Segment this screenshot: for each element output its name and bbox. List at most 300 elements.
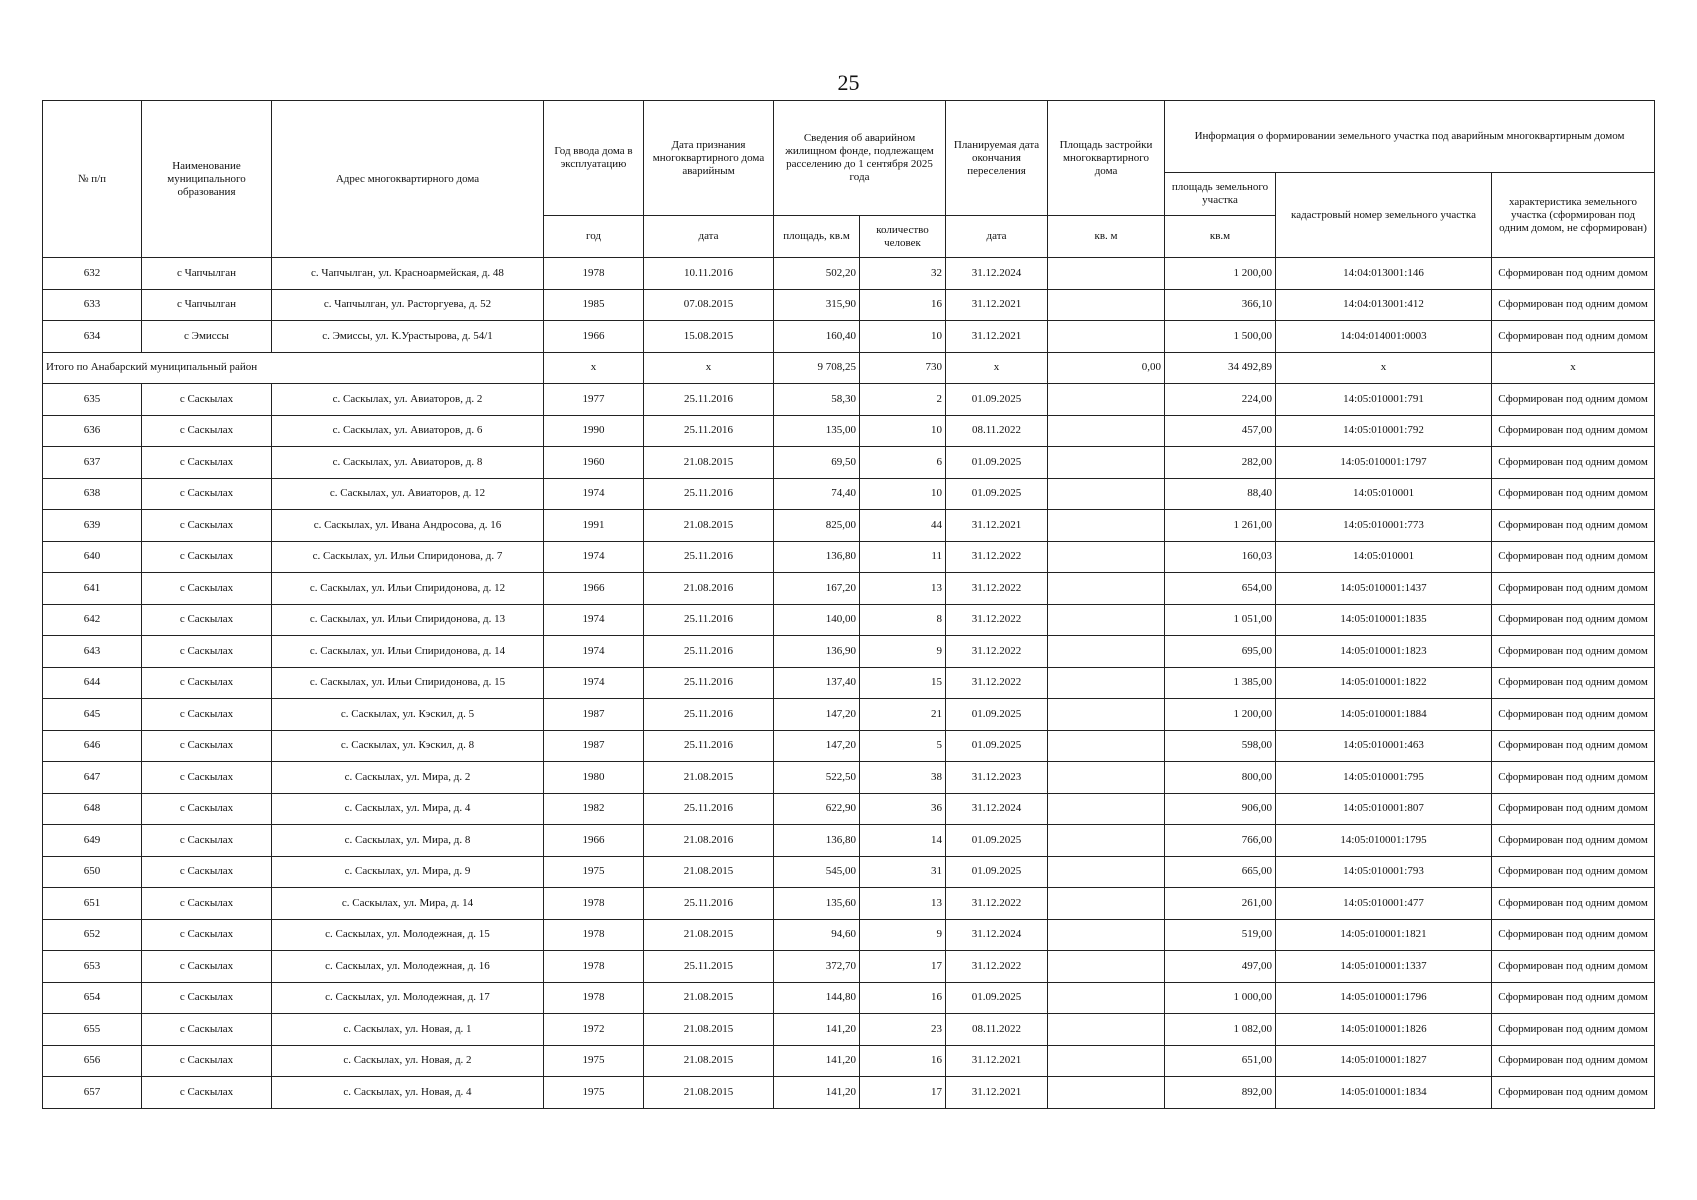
cell-area: 167,20 bbox=[774, 573, 860, 605]
cell-municipality: с Саскылах bbox=[142, 825, 272, 857]
cell-land-characteristic: Сформирован под одним домом bbox=[1492, 888, 1655, 920]
cell-row-number: 633 bbox=[43, 289, 142, 321]
cell-planned-date: 31.12.2021 bbox=[946, 510, 1048, 542]
col-header-year: Год ввода дома в эксплуатацию bbox=[544, 101, 644, 216]
cell-land-characteristic: Сформирован под одним домом bbox=[1492, 951, 1655, 983]
cell-land-area: 261,00 bbox=[1165, 888, 1276, 920]
cell-address: с. Саскылах, ул. Ильи Спиридонова, д. 12 bbox=[272, 573, 544, 605]
cell-year: 1990 bbox=[544, 415, 644, 447]
cell-row-number: 636 bbox=[43, 415, 142, 447]
table-row bbox=[43, 636, 1655, 668]
cell-building-area bbox=[1048, 730, 1165, 762]
table-row bbox=[43, 793, 1655, 825]
cell-row-number: 646 bbox=[43, 730, 142, 762]
cell-cadastral-number: 14:05:010001:791 bbox=[1276, 384, 1492, 416]
col-header-land-area: площадь земельного участка bbox=[1165, 173, 1276, 216]
cell-land-characteristic: Сформирован под одним домом bbox=[1492, 856, 1655, 888]
cell-row-number: 648 bbox=[43, 793, 142, 825]
cell-people-count: 16 bbox=[860, 289, 946, 321]
cell-recognition-date: 25.11.2016 bbox=[644, 478, 774, 510]
cell-row-number: 639 bbox=[43, 510, 142, 542]
cell-municipality: с Саскылах bbox=[142, 667, 272, 699]
cell-cadastral-number: 14:05:010001:1826 bbox=[1276, 1014, 1492, 1046]
table-row bbox=[43, 667, 1655, 699]
cell-cadastral-number: 14:05:010001:477 bbox=[1276, 888, 1492, 920]
cell-cadastral-number: 14:05:010001:1827 bbox=[1276, 1045, 1492, 1077]
total-char: x bbox=[1492, 352, 1655, 384]
cell-recognition-date: 25.11.2016 bbox=[644, 730, 774, 762]
cell-row-number: 656 bbox=[43, 1045, 142, 1077]
cell-row-number: 643 bbox=[43, 636, 142, 668]
cell-municipality: с Саскылах bbox=[142, 1077, 272, 1109]
cell-year: 1991 bbox=[544, 510, 644, 542]
cell-planned-date: 31.12.2022 bbox=[946, 573, 1048, 605]
cell-planned-date: 01.09.2025 bbox=[946, 856, 1048, 888]
cell-area: 160,40 bbox=[774, 321, 860, 353]
cell-people-count: 23 bbox=[860, 1014, 946, 1046]
cell-area: 58,30 bbox=[774, 384, 860, 416]
cell-row-number: 647 bbox=[43, 762, 142, 794]
cell-land-characteristic: Сформирован под одним домом bbox=[1492, 793, 1655, 825]
total-cad: x bbox=[1276, 352, 1492, 384]
cell-municipality: с Саскылах bbox=[142, 447, 272, 479]
cell-address: с. Саскылах, ул. Молодежная, д. 15 bbox=[272, 919, 544, 951]
table-row bbox=[43, 762, 1655, 794]
cell-area: 622,90 bbox=[774, 793, 860, 825]
cell-land-area: 892,00 bbox=[1165, 1077, 1276, 1109]
cell-cadastral-number: 14:05:010001:1796 bbox=[1276, 982, 1492, 1014]
cell-planned-date: 01.09.2025 bbox=[946, 730, 1048, 762]
cell-people-count: 16 bbox=[860, 1045, 946, 1077]
cell-row-number: 653 bbox=[43, 951, 142, 983]
cell-recognition-date: 25.11.2016 bbox=[644, 415, 774, 447]
cell-building-area bbox=[1048, 825, 1165, 857]
cell-cadastral-number: 14:05:010001:1821 bbox=[1276, 919, 1492, 951]
cell-year: 1974 bbox=[544, 604, 644, 636]
cell-building-area bbox=[1048, 1014, 1165, 1046]
cell-planned-date: 01.09.2025 bbox=[946, 982, 1048, 1014]
table-row bbox=[43, 478, 1655, 510]
cell-year: 1977 bbox=[544, 384, 644, 416]
cell-planned-date: 31.12.2021 bbox=[946, 289, 1048, 321]
table-row bbox=[43, 541, 1655, 573]
cell-row-number: 642 bbox=[43, 604, 142, 636]
cell-land-characteristic: Сформирован под одним домом bbox=[1492, 825, 1655, 857]
cell-land-area: 1 200,00 bbox=[1165, 258, 1276, 290]
cell-building-area bbox=[1048, 1077, 1165, 1109]
cell-cadastral-number: 14:05:010001:463 bbox=[1276, 730, 1492, 762]
table-row bbox=[43, 1045, 1655, 1077]
cell-row-number: 645 bbox=[43, 699, 142, 731]
cell-people-count: 31 bbox=[860, 856, 946, 888]
cell-building-area bbox=[1048, 384, 1165, 416]
cell-municipality: с Саскылах bbox=[142, 856, 272, 888]
cell-area: 141,20 bbox=[774, 1045, 860, 1077]
cell-recognition-date: 10.11.2016 bbox=[644, 258, 774, 290]
cell-land-characteristic: Сформирован под одним домом bbox=[1492, 919, 1655, 951]
table-row bbox=[43, 289, 1655, 321]
cell-address: с. Саскылах, ул. Новая, д. 2 bbox=[272, 1045, 544, 1077]
cell-land-characteristic: Сформирован под одним домом bbox=[1492, 478, 1655, 510]
cell-municipality: с Саскылах bbox=[142, 762, 272, 794]
cell-land-characteristic: Сформирован под одним домом bbox=[1492, 730, 1655, 762]
cell-municipality: с Саскылах bbox=[142, 384, 272, 416]
cell-cadastral-number: 14:05:010001:793 bbox=[1276, 856, 1492, 888]
cell-land-area: 224,00 bbox=[1165, 384, 1276, 416]
cell-land-area: 1 000,00 bbox=[1165, 982, 1276, 1014]
cell-area: 136,80 bbox=[774, 541, 860, 573]
cell-address: с. Саскылах, ул. Молодежная, д. 16 bbox=[272, 951, 544, 983]
cell-people-count: 17 bbox=[860, 951, 946, 983]
cell-year: 1982 bbox=[544, 793, 644, 825]
cell-recognition-date: 25.11.2016 bbox=[644, 699, 774, 731]
cell-land-area: 366,10 bbox=[1165, 289, 1276, 321]
cell-land-characteristic: Сформирован под одним домом bbox=[1492, 762, 1655, 794]
cell-building-area bbox=[1048, 762, 1165, 794]
cell-row-number: 638 bbox=[43, 478, 142, 510]
cell-municipality: с Саскылах bbox=[142, 573, 272, 605]
cell-cadastral-number: 14:05:010001:807 bbox=[1276, 793, 1492, 825]
cell-row-number: 654 bbox=[43, 982, 142, 1014]
cell-year: 1978 bbox=[544, 951, 644, 983]
cell-people-count: 10 bbox=[860, 415, 946, 447]
cell-people-count: 17 bbox=[860, 1077, 946, 1109]
page-number: 25 bbox=[837, 70, 860, 95]
cell-area: 135,00 bbox=[774, 415, 860, 447]
cell-year: 1978 bbox=[544, 888, 644, 920]
total-year: x bbox=[544, 352, 644, 384]
cell-address: с. Чапчылган, ул. Красноармейская, д. 48 bbox=[272, 258, 544, 290]
cell-cadastral-number: 14:05:010001:792 bbox=[1276, 415, 1492, 447]
table-row bbox=[43, 510, 1655, 542]
cell-building-area bbox=[1048, 856, 1165, 888]
cell-planned-date: 31.12.2021 bbox=[946, 321, 1048, 353]
cell-people-count: 2 bbox=[860, 384, 946, 416]
cell-building-area bbox=[1048, 667, 1165, 699]
cell-address: с. Саскылах, ул. Мира, д. 8 bbox=[272, 825, 544, 857]
cell-land-characteristic: Сформирован под одним домом bbox=[1492, 573, 1655, 605]
cell-land-characteristic: Сформирован под одним домом bbox=[1492, 321, 1655, 353]
unit-area: площадь, кв.м bbox=[774, 216, 860, 258]
cell-recognition-date: 21.08.2015 bbox=[644, 1045, 774, 1077]
cell-planned-date: 01.09.2025 bbox=[946, 699, 1048, 731]
cell-planned-date: 08.11.2022 bbox=[946, 415, 1048, 447]
cell-planned-date: 31.12.2024 bbox=[946, 793, 1048, 825]
cell-cadastral-number: 14:05:010001:1337 bbox=[1276, 951, 1492, 983]
cell-people-count: 6 bbox=[860, 447, 946, 479]
cell-municipality: с Саскылах bbox=[142, 636, 272, 668]
cell-address: с. Саскылах, ул. Мира, д. 14 bbox=[272, 888, 544, 920]
cell-municipality: с Саскылах bbox=[142, 919, 272, 951]
cell-building-area bbox=[1048, 321, 1165, 353]
cell-cadastral-number: 14:04:014001:0003 bbox=[1276, 321, 1492, 353]
table-row bbox=[43, 888, 1655, 920]
cell-address: с. Саскылах, ул. Ильи Спиридонова, д. 7 bbox=[272, 541, 544, 573]
cell-address: с. Саскылах, ул. Мира, д. 2 bbox=[272, 762, 544, 794]
table-row bbox=[43, 982, 1655, 1014]
cell-recognition-date: 21.08.2016 bbox=[644, 825, 774, 857]
table-row bbox=[43, 321, 1655, 353]
cell-municipality: с Саскылах bbox=[142, 730, 272, 762]
total-row bbox=[43, 352, 1655, 384]
cell-people-count: 21 bbox=[860, 699, 946, 731]
cell-building-area bbox=[1048, 541, 1165, 573]
cell-municipality: с Эмиссы bbox=[142, 321, 272, 353]
cell-cadastral-number: 14:05:010001:1795 bbox=[1276, 825, 1492, 857]
cell-row-number: 632 bbox=[43, 258, 142, 290]
cell-people-count: 13 bbox=[860, 573, 946, 605]
cell-cadastral-number: 14:05:010001:1835 bbox=[1276, 604, 1492, 636]
cell-building-area bbox=[1048, 447, 1165, 479]
cell-people-count: 15 bbox=[860, 667, 946, 699]
table-row bbox=[43, 1014, 1655, 1046]
cell-building-area bbox=[1048, 573, 1165, 605]
cell-land-characteristic: Сформирован под одним домом bbox=[1492, 982, 1655, 1014]
cell-building-area bbox=[1048, 604, 1165, 636]
cell-municipality: с Саскылах bbox=[142, 793, 272, 825]
unit-land-sqm: кв.м bbox=[1165, 216, 1276, 258]
cell-recognition-date: 15.08.2015 bbox=[644, 321, 774, 353]
cell-recognition-date: 21.08.2015 bbox=[644, 856, 774, 888]
cell-planned-date: 31.12.2022 bbox=[946, 541, 1048, 573]
cell-year: 1974 bbox=[544, 478, 644, 510]
cell-address: с. Саскылах, ул. Кэскил, д. 5 bbox=[272, 699, 544, 731]
cell-cadastral-number: 14:05:010001:1823 bbox=[1276, 636, 1492, 668]
col-header-num: № п/п bbox=[43, 101, 142, 258]
cell-planned-date: 31.12.2022 bbox=[946, 888, 1048, 920]
cell-recognition-date: 21.08.2015 bbox=[644, 1077, 774, 1109]
cell-recognition-date: 21.08.2016 bbox=[644, 573, 774, 605]
cell-year: 1987 bbox=[544, 699, 644, 731]
cell-planned-date: 31.12.2021 bbox=[946, 1045, 1048, 1077]
cell-planned-date: 31.12.2024 bbox=[946, 919, 1048, 951]
cell-area: 502,20 bbox=[774, 258, 860, 290]
table-row bbox=[43, 699, 1655, 731]
cell-address: с. Саскылах, ул. Мира, д. 9 bbox=[272, 856, 544, 888]
cell-land-area: 1 385,00 bbox=[1165, 667, 1276, 699]
cell-planned-date: 31.12.2022 bbox=[946, 667, 1048, 699]
cell-planned-date: 31.12.2022 bbox=[946, 951, 1048, 983]
cell-year: 1978 bbox=[544, 919, 644, 951]
cell-land-area: 598,00 bbox=[1165, 730, 1276, 762]
cell-land-area: 654,00 bbox=[1165, 573, 1276, 605]
table-body bbox=[43, 258, 1655, 1109]
table-row bbox=[43, 415, 1655, 447]
cell-area: 136,80 bbox=[774, 825, 860, 857]
cell-cadastral-number: 14:05:010001:1437 bbox=[1276, 573, 1492, 605]
cell-row-number: 657 bbox=[43, 1077, 142, 1109]
cell-people-count: 9 bbox=[860, 919, 946, 951]
cell-people-count: 44 bbox=[860, 510, 946, 542]
cell-year: 1975 bbox=[544, 1045, 644, 1077]
table-row bbox=[43, 856, 1655, 888]
unit-plan-date: дата bbox=[946, 216, 1048, 258]
cell-row-number: 655 bbox=[43, 1014, 142, 1046]
col-header-municipality: Наименование муниципального образования bbox=[142, 101, 272, 258]
cell-land-characteristic: Сформирован под одним домом bbox=[1492, 541, 1655, 573]
cell-land-area: 519,00 bbox=[1165, 919, 1276, 951]
cell-cadastral-number: 14:05:010001 bbox=[1276, 478, 1492, 510]
cell-land-characteristic: Сформирован под одним домом bbox=[1492, 447, 1655, 479]
cell-land-characteristic: Сформирован под одним домом bbox=[1492, 415, 1655, 447]
cell-land-area: 457,00 bbox=[1165, 415, 1276, 447]
cell-address: с. Саскылах, ул. Ивана Андросова, д. 16 bbox=[272, 510, 544, 542]
cell-municipality: с Саскылах bbox=[142, 510, 272, 542]
cell-recognition-date: 25.11.2015 bbox=[644, 951, 774, 983]
cell-cadastral-number: 14:05:010001:1797 bbox=[1276, 447, 1492, 479]
cell-row-number: 650 bbox=[43, 856, 142, 888]
cell-land-characteristic: Сформирован под одним домом bbox=[1492, 1014, 1655, 1046]
col-header-address: Адрес многоквартирного дома bbox=[272, 101, 544, 258]
cell-land-characteristic: Сформирован под одним домом bbox=[1492, 636, 1655, 668]
cell-cadastral-number: 14:04:013001:412 bbox=[1276, 289, 1492, 321]
cell-address: с. Саскылах, ул. Ильи Спиридонова, д. 14 bbox=[272, 636, 544, 668]
cell-area: 69,50 bbox=[774, 447, 860, 479]
col-header-recognition-date: Дата признания многоквартирного дома аварийным bbox=[644, 101, 774, 216]
unit-people: количество человек bbox=[860, 216, 946, 258]
table-row bbox=[43, 1077, 1655, 1109]
cell-people-count: 10 bbox=[860, 321, 946, 353]
cell-land-characteristic: Сформирован под одним домом bbox=[1492, 1045, 1655, 1077]
cell-recognition-date: 21.08.2015 bbox=[644, 762, 774, 794]
cell-building-area bbox=[1048, 793, 1165, 825]
cell-land-area: 1 051,00 bbox=[1165, 604, 1276, 636]
table-header bbox=[43, 101, 1655, 258]
cell-year: 1980 bbox=[544, 762, 644, 794]
cell-row-number: 649 bbox=[43, 825, 142, 857]
cell-land-area: 282,00 bbox=[1165, 447, 1276, 479]
total-land: 34 492,89 bbox=[1165, 352, 1276, 384]
cell-area: 141,20 bbox=[774, 1077, 860, 1109]
cell-land-characteristic: Сформирован под одним домом bbox=[1492, 667, 1655, 699]
cell-cadastral-number: 14:05:010001:1834 bbox=[1276, 1077, 1492, 1109]
cell-people-count: 14 bbox=[860, 825, 946, 857]
total-people: 730 bbox=[860, 352, 946, 384]
cell-cadastral-number: 14:05:010001:1822 bbox=[1276, 667, 1492, 699]
total-area: 9 708,25 bbox=[774, 352, 860, 384]
cell-cadastral-number: 14:05:010001:795 bbox=[1276, 762, 1492, 794]
unit-building-sqm: кв. м bbox=[1048, 216, 1165, 258]
cell-municipality: с Саскылах bbox=[142, 951, 272, 983]
cell-land-area: 651,00 bbox=[1165, 1045, 1276, 1077]
cell-address: с. Саскылах, ул. Авиаторов, д. 8 bbox=[272, 447, 544, 479]
cell-address: с. Чапчылган, ул. Расторгуева, д. 52 bbox=[272, 289, 544, 321]
cell-recognition-date: 25.11.2016 bbox=[644, 384, 774, 416]
cell-recognition-date: 25.11.2016 bbox=[644, 793, 774, 825]
cell-land-area: 1 200,00 bbox=[1165, 699, 1276, 731]
cell-recognition-date: 25.11.2016 bbox=[644, 636, 774, 668]
cell-area: 147,20 bbox=[774, 699, 860, 731]
cell-row-number: 637 bbox=[43, 447, 142, 479]
cell-building-area bbox=[1048, 982, 1165, 1014]
cell-area: 141,20 bbox=[774, 1014, 860, 1046]
cell-address: с. Саскылах, ул. Новая, д. 4 bbox=[272, 1077, 544, 1109]
cell-year: 1960 bbox=[544, 447, 644, 479]
cell-people-count: 38 bbox=[860, 762, 946, 794]
cell-area: 315,90 bbox=[774, 289, 860, 321]
cell-recognition-date: 21.08.2015 bbox=[644, 447, 774, 479]
col-header-building-area: Площадь застройки многоквартирного дома bbox=[1048, 101, 1165, 216]
cell-land-characteristic: Сформирован под одним домом bbox=[1492, 604, 1655, 636]
cell-recognition-date: 21.08.2015 bbox=[644, 982, 774, 1014]
cell-year: 1974 bbox=[544, 667, 644, 699]
cell-land-area: 497,00 bbox=[1165, 951, 1276, 983]
cell-area: 94,60 bbox=[774, 919, 860, 951]
cell-people-count: 9 bbox=[860, 636, 946, 668]
cell-planned-date: 01.09.2025 bbox=[946, 825, 1048, 857]
cell-land-area: 160,03 bbox=[1165, 541, 1276, 573]
cell-land-area: 766,00 bbox=[1165, 825, 1276, 857]
cell-planned-date: 08.11.2022 bbox=[946, 1014, 1048, 1046]
cell-year: 1974 bbox=[544, 541, 644, 573]
cell-land-area: 1 082,00 bbox=[1165, 1014, 1276, 1046]
table-row bbox=[43, 604, 1655, 636]
cell-land-area: 665,00 bbox=[1165, 856, 1276, 888]
cell-building-area bbox=[1048, 951, 1165, 983]
cell-address: с. Саскылах, ул. Мира, д. 4 bbox=[272, 793, 544, 825]
cell-municipality: с Саскылах bbox=[142, 478, 272, 510]
cell-address: с. Саскылах, ул. Ильи Спиридонова, д. 15 bbox=[272, 667, 544, 699]
cell-building-area bbox=[1048, 478, 1165, 510]
cell-year: 1978 bbox=[544, 982, 644, 1014]
cell-land-characteristic: Сформирован под одним домом bbox=[1492, 384, 1655, 416]
cell-cadastral-number: 14:05:010001:773 bbox=[1276, 510, 1492, 542]
cell-municipality: с Саскылах bbox=[142, 604, 272, 636]
cell-building-area bbox=[1048, 258, 1165, 290]
col-header-land-char: характеристика земельного участка (сформирован под одним домом, не сформирован) bbox=[1492, 173, 1655, 258]
col-header-cadastral: кадастровый номер земельного участка bbox=[1276, 173, 1492, 258]
cell-row-number: 652 bbox=[43, 919, 142, 951]
cell-land-characteristic: Сформирован под одним домом bbox=[1492, 289, 1655, 321]
table-row bbox=[43, 730, 1655, 762]
col-header-planned-date: Планируемая дата окончания переселения bbox=[946, 101, 1048, 216]
cell-municipality: с Саскылах bbox=[142, 699, 272, 731]
cell-row-number: 634 bbox=[43, 321, 142, 353]
cell-area: 136,90 bbox=[774, 636, 860, 668]
cell-municipality: с Саскылах bbox=[142, 982, 272, 1014]
cell-planned-date: 01.09.2025 bbox=[946, 478, 1048, 510]
cell-address: с. Эмиссы, ул. К.Урастырова, д. 54/1 bbox=[272, 321, 544, 353]
cell-building-area bbox=[1048, 510, 1165, 542]
cell-municipality: с Саскылах bbox=[142, 415, 272, 447]
cell-row-number: 644 bbox=[43, 667, 142, 699]
cell-area: 74,40 bbox=[774, 478, 860, 510]
cell-municipality: с Саскылах bbox=[142, 1014, 272, 1046]
cell-municipality: с Чапчылган bbox=[142, 289, 272, 321]
cell-building-area bbox=[1048, 888, 1165, 920]
cell-planned-date: 31.12.2021 bbox=[946, 1077, 1048, 1109]
cell-people-count: 36 bbox=[860, 793, 946, 825]
col-header-emergency-fund: Сведения об аварийном жилищном фонде, подлежащем расселению до 1 сентября 2025 года bbox=[774, 101, 946, 216]
total-build: 0,00 bbox=[1048, 352, 1165, 384]
cell-land-area: 800,00 bbox=[1165, 762, 1276, 794]
cell-land-area: 1 500,00 bbox=[1165, 321, 1276, 353]
unit-year: год bbox=[544, 216, 644, 258]
cell-address: с. Саскылах, ул. Ильи Спиридонова, д. 13 bbox=[272, 604, 544, 636]
cell-municipality: с Саскылах bbox=[142, 1045, 272, 1077]
cell-land-area: 1 261,00 bbox=[1165, 510, 1276, 542]
cell-recognition-date: 21.08.2015 bbox=[644, 919, 774, 951]
cell-area: 137,40 bbox=[774, 667, 860, 699]
cell-area: 140,00 bbox=[774, 604, 860, 636]
cell-row-number: 651 bbox=[43, 888, 142, 920]
total-plan: x bbox=[946, 352, 1048, 384]
cell-cadastral-number: 14:05:010001 bbox=[1276, 541, 1492, 573]
cell-building-area bbox=[1048, 636, 1165, 668]
table-row bbox=[43, 825, 1655, 857]
cell-year: 1966 bbox=[544, 321, 644, 353]
cell-municipality: с Саскылах bbox=[142, 541, 272, 573]
